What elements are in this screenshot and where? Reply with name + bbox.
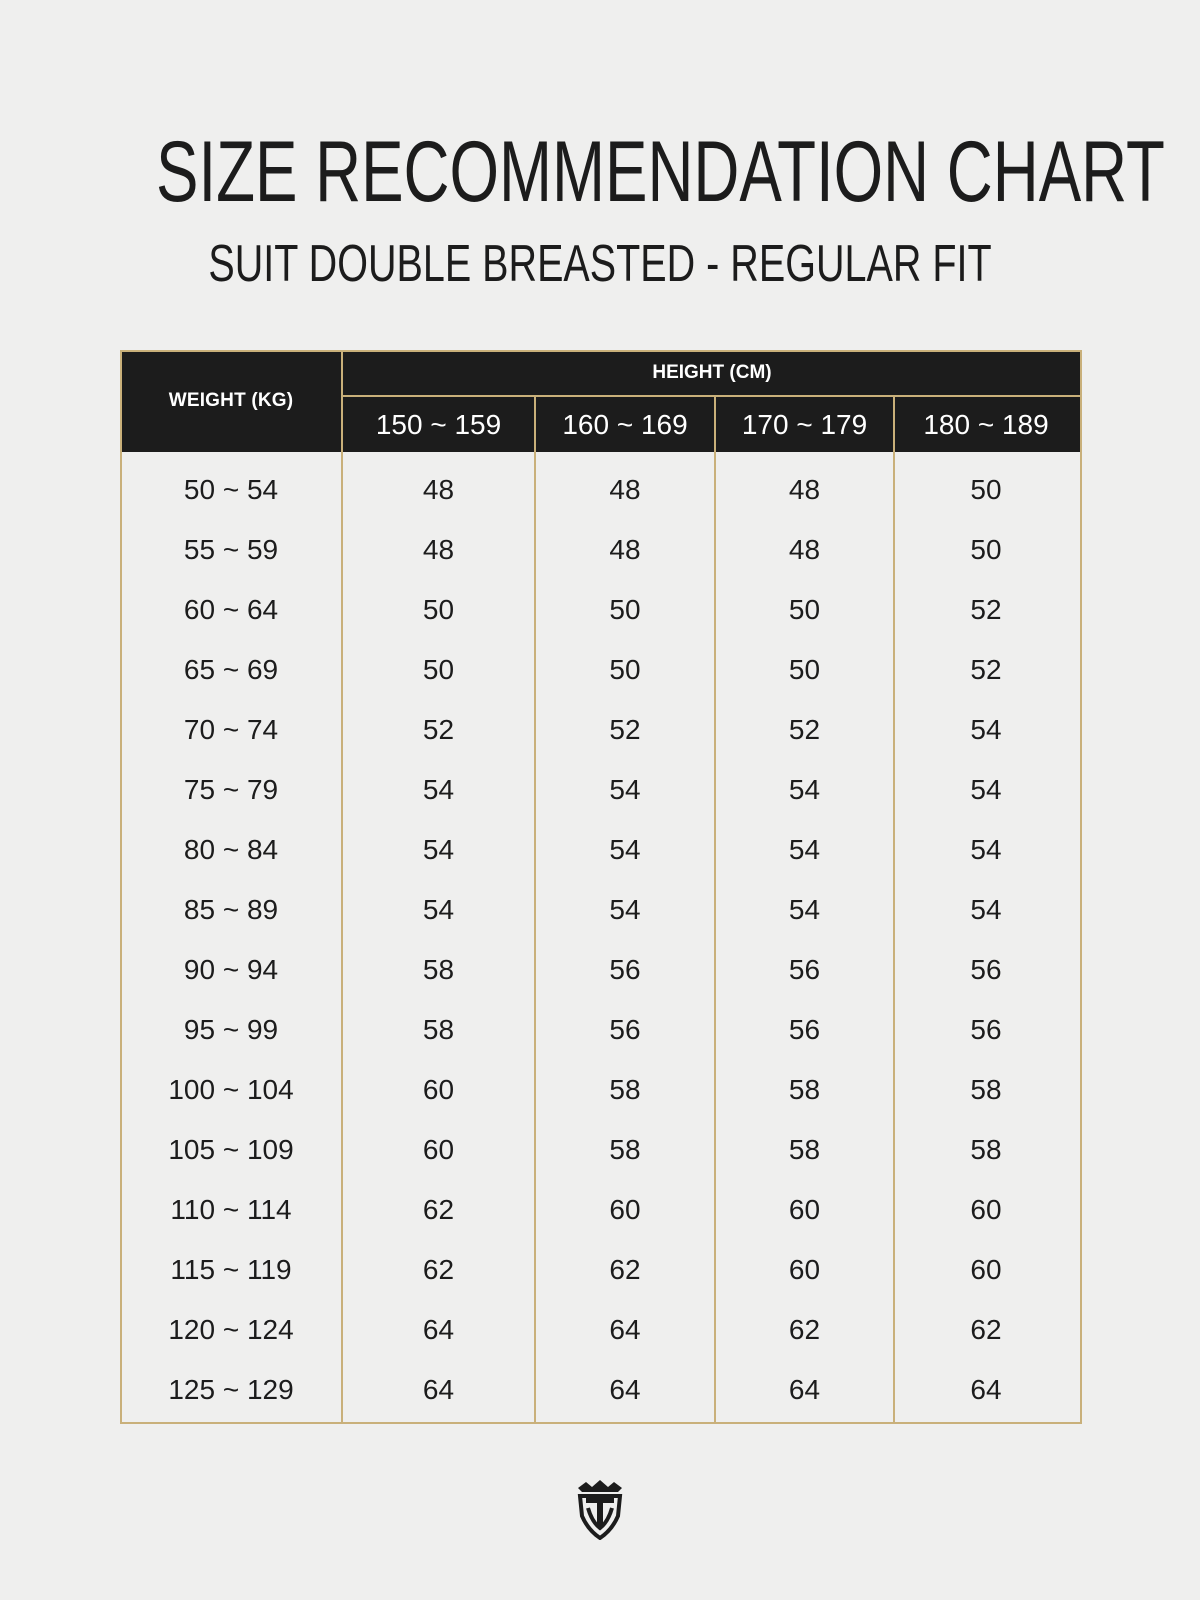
page-subtitle: SUIT DOUBLE BREASTED - REGULAR FIT bbox=[208, 235, 992, 293]
height-header: HEIGHT (CM) bbox=[652, 362, 772, 383]
size-table bbox=[120, 350, 1080, 1422]
height-column-header: 150 ~ 159 bbox=[375, 408, 502, 440]
size-cell: 60 bbox=[788, 1194, 821, 1225]
size-cell: 56 bbox=[970, 1014, 1002, 1045]
weight-cell: 85 ~ 89 bbox=[183, 894, 279, 925]
size-cell: 50 bbox=[788, 594, 821, 625]
size-cell: 60 bbox=[422, 1074, 455, 1105]
size-cell: 64 bbox=[422, 1314, 455, 1345]
size-cell: 62 bbox=[788, 1314, 821, 1345]
size-cell: 50 bbox=[422, 594, 455, 625]
weight-cell: 125 ~ 129 bbox=[168, 1374, 294, 1405]
size-cell: 48 bbox=[609, 534, 641, 565]
weight-cell: 110 ~ 114 bbox=[170, 1194, 292, 1225]
weight-cell: 60 ~ 64 bbox=[183, 594, 279, 625]
size-cell: 48 bbox=[422, 474, 455, 505]
size-cell: 52 bbox=[970, 594, 1002, 625]
height-column-header: 160 ~ 169 bbox=[562, 408, 688, 440]
size-cell: 50 bbox=[788, 654, 821, 685]
size-cell: 48 bbox=[609, 474, 641, 505]
size-cell: 58 bbox=[422, 1014, 455, 1045]
size-cell: 48 bbox=[788, 534, 821, 565]
size-cell: 56 bbox=[609, 954, 641, 985]
column-divider bbox=[534, 395, 536, 1422]
size-cell: 64 bbox=[422, 1374, 455, 1405]
column-divider bbox=[341, 350, 343, 1422]
weight-cell: 50 ~ 54 bbox=[183, 474, 279, 505]
size-cell: 64 bbox=[788, 1374, 821, 1405]
size-cell: 54 bbox=[788, 894, 821, 925]
size-cell: 58 bbox=[788, 1134, 821, 1165]
weight-cell: 65 ~ 69 bbox=[183, 654, 279, 685]
weight-cell: 95 ~ 99 bbox=[183, 1014, 279, 1045]
column-divider bbox=[714, 395, 716, 1422]
column-divider bbox=[893, 395, 895, 1422]
size-cell: 58 bbox=[422, 954, 455, 985]
weight-cell: 120 ~ 124 bbox=[168, 1314, 294, 1345]
size-cell: 52 bbox=[609, 714, 641, 745]
size-cell: 54 bbox=[970, 834, 1002, 865]
size-cell: 52 bbox=[788, 714, 821, 745]
size-cell: 60 bbox=[609, 1194, 641, 1225]
size-cell: 50 bbox=[970, 474, 1002, 505]
size-cell: 54 bbox=[970, 894, 1002, 925]
weight-cell: 55 ~ 59 bbox=[183, 534, 279, 565]
weight-header: WEIGHT (KG) bbox=[168, 390, 294, 411]
weight-cell: 90 ~ 94 bbox=[183, 954, 279, 985]
size-cell: 54 bbox=[609, 774, 641, 805]
size-cell: 48 bbox=[788, 474, 821, 505]
size-cell: 62 bbox=[609, 1254, 641, 1285]
height-column-header: 170 ~ 179 bbox=[741, 408, 868, 440]
size-cell: 54 bbox=[970, 774, 1002, 805]
size-cell: 54 bbox=[422, 834, 455, 865]
size-cell: 54 bbox=[970, 714, 1002, 745]
height-column-header: 180 ~ 189 bbox=[923, 408, 1049, 440]
size-cell: 50 bbox=[609, 654, 641, 685]
size-cell: 60 bbox=[422, 1134, 455, 1165]
size-cell: 58 bbox=[609, 1074, 641, 1105]
size-cell: 48 bbox=[422, 534, 455, 565]
size-cell: 54 bbox=[788, 774, 821, 805]
size-cell: 50 bbox=[422, 654, 455, 685]
size-cell: 62 bbox=[422, 1254, 455, 1285]
weight-cell: 70 ~ 74 bbox=[183, 714, 279, 745]
size-cell: 52 bbox=[970, 654, 1002, 685]
size-cell: 58 bbox=[970, 1134, 1002, 1165]
size-cell: 50 bbox=[609, 594, 641, 625]
size-cell: 62 bbox=[970, 1314, 1002, 1345]
size-cell: 56 bbox=[788, 1014, 821, 1045]
size-cell: 64 bbox=[609, 1314, 641, 1345]
size-cell: 60 bbox=[970, 1254, 1002, 1285]
size-cell: 54 bbox=[788, 834, 821, 865]
page-title: SIZE RECOMMENDATION CHART bbox=[156, 124, 1165, 220]
weight-cell: 75 ~ 79 bbox=[183, 774, 279, 805]
brand-shield-monogram-icon bbox=[572, 1478, 628, 1540]
size-cell: 64 bbox=[609, 1374, 641, 1405]
size-cell: 64 bbox=[970, 1374, 1002, 1405]
weight-cell: 100 ~ 104 bbox=[168, 1074, 294, 1105]
size-cell: 56 bbox=[970, 954, 1002, 985]
size-cell: 52 bbox=[422, 714, 455, 745]
size-cell: 58 bbox=[970, 1074, 1002, 1105]
size-cell: 58 bbox=[788, 1074, 821, 1105]
size-cell: 56 bbox=[788, 954, 821, 985]
size-cell: 50 bbox=[970, 534, 1002, 565]
size-cell: 54 bbox=[422, 774, 455, 805]
size-cell: 60 bbox=[970, 1194, 1002, 1225]
weight-cell: 80 ~ 84 bbox=[183, 834, 279, 865]
size-cell: 56 bbox=[609, 1014, 641, 1045]
size-cell: 58 bbox=[609, 1134, 641, 1165]
size-cell: 54 bbox=[422, 894, 455, 925]
weight-cell: 105 ~ 109 bbox=[168, 1134, 294, 1165]
size-cell: 60 bbox=[788, 1254, 821, 1285]
size-cell: 54 bbox=[609, 834, 641, 865]
size-cell: 54 bbox=[609, 894, 641, 925]
weight-cell: 115 ~ 119 bbox=[170, 1254, 292, 1285]
size-cell: 62 bbox=[422, 1194, 455, 1225]
